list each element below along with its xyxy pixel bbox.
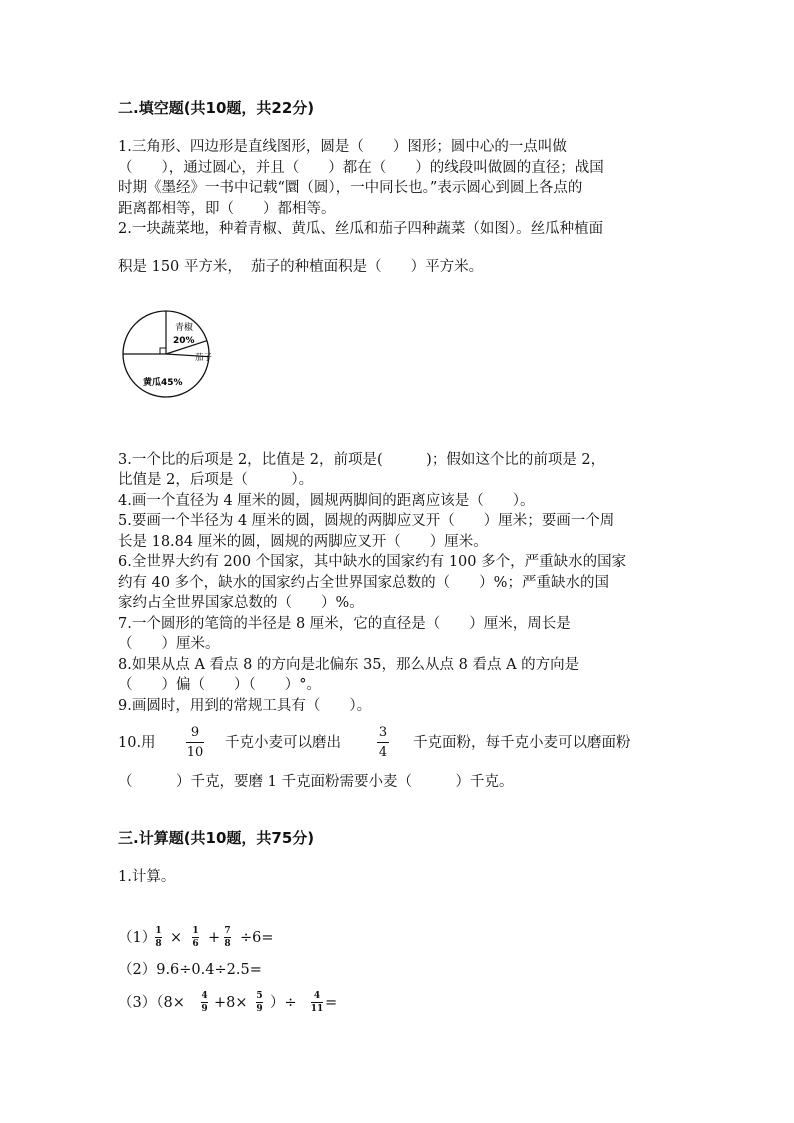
q10-fraction-wheat-num: 9 [190,725,200,740]
expr3-frac2-num: 5 [256,991,263,1001]
expr1-frac1-den: 8 [155,939,162,949]
expr1-prefix: （1） [118,930,157,946]
expr1-op2: + [208,930,221,946]
q10-fraction-wheat-den: 10 [186,745,204,760]
q2-line2: 积是 150 平方米， 茄子的种植面积是（ ）平方米。 [118,259,484,275]
expr1-frac2 [192,926,199,949]
q4-line: 4.画一个直径为 4 厘米的圆，圆规两脚间的距离应该是（ ）。 [118,493,535,509]
q7-line2: （ ）厘米。 [118,636,220,652]
q10-prefix: 10.用 [118,735,156,751]
pie-label-qiezi: 茄子 [195,353,213,363]
expr3-frac3-den: 11 [310,1004,324,1014]
q1-line3: 时期《墨经》一书中记载“圜（圆），一中同长也。”表示圆心到圆上各点的 [118,180,583,196]
expr3-frac3-num: 4 [313,991,321,1001]
pie-label-huanggua: 黄瓜45% [143,378,183,388]
q3-line1: 3.一个比的后项是 2，比值是 2，前项是( )；假如这个比的前项是 2， [118,452,606,468]
expr3-frac1-num: 4 [201,991,208,1001]
q10-fraction-wheat [186,725,204,760]
expr3-frac1 [201,991,208,1014]
q8-line2: （ ）偏（ ）（ ）°。 [118,677,321,693]
expr3-frac2-den: 9 [256,1004,263,1014]
expr1-frac3-den: 8 [224,939,231,949]
expr3-tail: = [325,995,338,1011]
vegetable-pie-chart [115,306,225,406]
expr3-mid: +8× [214,995,248,1011]
q3-line2: 比值是 2，后项是（ ）。 [118,472,314,488]
expr1-frac1 [155,926,162,949]
q10-fraction-flour-den: 4 [378,745,388,760]
q10-line2: （ ）千克，要磨 1 千克面粉需要小麦（ ）千克。 [118,774,514,790]
q1-line1: 1.三角形、四边形是直线图形，圆是（ ）图形；圆中心的一点叫做 [118,139,567,155]
q6-line1: 6.全世界大约有 200 个国家，其中缺水的国家约有 100 多个，严重缺水的国家 [118,554,627,570]
expr3-prefix: （3）（8× [118,995,185,1011]
expr1-op1: × [170,930,183,946]
q8-line1: 8.如果从点 A 看点 8 的方向是北偏东 35，那么从点 8 看点 A 的方向是 [118,657,580,673]
q5-line2: 长是 18.84 厘米的圆，圆规的两脚应叉开（ ）厘米。 [118,534,488,550]
q10-suffix: 千克面粉，每千克小麦可以磨面粉 [413,735,631,751]
q2-line1: 2.一块蔬菜地，种着青椒、黄瓜、丝瓜和茄子四种蔬菜（如图）。丝瓜种植面 [118,221,604,237]
q9-line: 9.画圆时，用到的常规工具有（ ）。 [118,698,372,714]
expr3-frac1-den: 9 [201,1004,208,1014]
calc-q1-label: 1.计算。 [118,869,176,885]
section-heading-calculation: 三.计算题(共10题，共75分) [118,829,315,847]
section-heading-fill-blank: 二.填空题(共10题，共22分) [118,99,315,117]
pie-label-qingjiao: 青椒 [175,323,194,333]
q10-fraction-flour-num: 3 [378,725,388,740]
q1-line4: 距离都相等，即（ ）都相等。 [118,201,336,217]
pie-label-qingjiao-pct: 20% [173,336,195,346]
q6-line2: 约有 40 多个，缺水的国家约占全世界国家总数的（ ）%；严重缺水的国 [118,575,609,591]
q5-line1: 5.要画一个半径为 4 厘米的圆，圆规的两脚应叉开（ ）厘米；要画一个周 [118,513,615,529]
expr1-tail: ÷6= [240,930,274,946]
q6-line3: 家约占全世界国家总数的（ ）%。 [118,595,364,611]
expr3-frac3 [311,991,323,1014]
expr2: （2）9.6÷0.4÷2.5= [118,962,262,978]
q7-line1: 7.一个圆形的笔筒的半径是 8 厘米，它的直径是（ ）厘米，周长是 [118,616,571,632]
expr3-frac2 [256,991,263,1014]
expr1-frac3 [224,926,231,949]
q1-line2: （ ），通过圆心，并且（ ）都在（ ）的线段叫做圆的直径；战国 [118,160,604,176]
expr1-frac2-num: 1 [192,926,199,936]
q10-fraction-flour [377,725,389,760]
expr1-frac3-num: 7 [224,926,231,936]
expr1-frac1-num: 1 [155,926,162,936]
q10-middle: 千克小麦可以磨出 [225,735,341,751]
expr3-close: ）÷ [270,995,297,1011]
expr1-frac2-den: 6 [192,939,199,949]
